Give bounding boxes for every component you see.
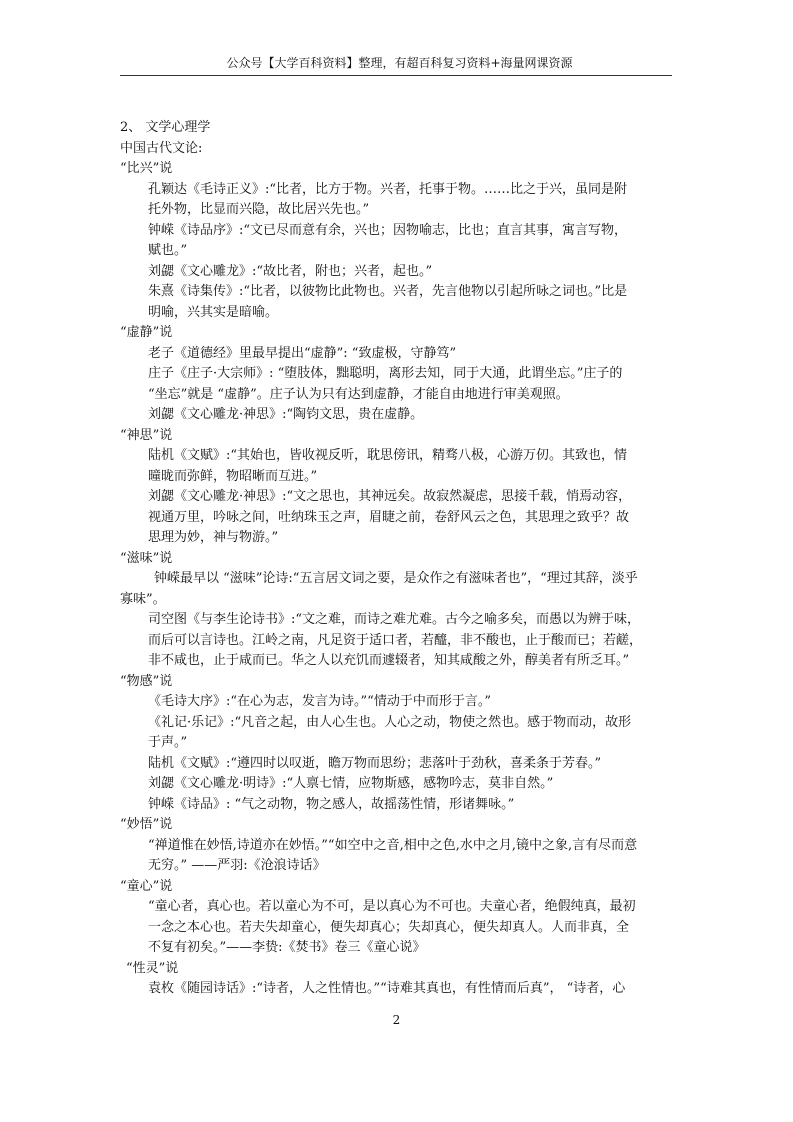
text-line: “神思”说 bbox=[120, 427, 173, 443]
text-line: 赋也。” bbox=[148, 243, 188, 258]
text-line: 2、 文学心理学 bbox=[120, 120, 211, 135]
text-line: “妙悟”说 bbox=[120, 817, 173, 832]
text-line: 司空图《与李生论诗书》:“文之难，而诗之难尤难。古今之喻多矣，而愚以为辨于味， bbox=[148, 612, 641, 627]
text-line: 明喻，兴其实是暗喻。 bbox=[148, 304, 279, 320]
text-line: 一念之本心也。若夫失却童心，便失却真心；失却真心，便失却真人。人而非真，全 bbox=[148, 919, 630, 935]
text-line: 庄子《庄子·大宗师》: “堕肢体，黜聪明，离形去知，同于大通，此谓坐忘。”庄子的 bbox=[148, 366, 623, 381]
page-number: 2 bbox=[392, 1013, 401, 1027]
header-divider bbox=[120, 75, 672, 76]
text-line: “坐忘”就是 “虚静”。庄子认为只有达到虚静，才能自由地进行审美观照。 bbox=[148, 386, 569, 402]
text-line: “滋味”说 bbox=[120, 550, 173, 566]
text-line: “比兴”说 bbox=[120, 161, 173, 176]
text-line: 寡味”。 bbox=[120, 591, 166, 607]
text-line: 袁枚《随园诗话》:“诗者，人之性情也。”“诗难其真也，有性情而后真”， “诗者，心 bbox=[148, 981, 626, 996]
text-line: 朱熹《诗集传》:“比者，以彼物比此物也。兴者，先言他物以引起所咏之词也。”比是 bbox=[148, 284, 628, 299]
text-line: 中国古代文论: bbox=[120, 140, 203, 156]
page-header: 公众号【大学百科资料】整理，有超百科复习资料+海量网课资源 bbox=[226, 56, 573, 70]
text-line: 《毛诗大序》:“在心为志，发言为诗。”“情动于中而形于言。” bbox=[148, 694, 491, 709]
text-line: 托外物，比显而兴隐，故比居兴先也。” bbox=[148, 202, 370, 217]
text-line: 老子《道德经》里最早提出“虚静”: “致虚极，守静笃” bbox=[148, 345, 457, 361]
text-line: 于声。” bbox=[148, 735, 188, 750]
text-line: 陆机《文赋》:“其始也，皆收视反听，耽思傍讯，精骛八极，心游万仞。其致也，情 bbox=[148, 448, 628, 463]
text-line: 钟嵘《诗品序》:“文已尽而意有余，兴也；因物喻志，比也；直言其事，寓言写物， bbox=[148, 222, 628, 238]
text-line: 无穷。” ——严羽:《沧浪诗话》 bbox=[148, 858, 326, 873]
text-line: “物感”说 bbox=[120, 673, 173, 689]
text-line: 思理为妙，神与物游。” bbox=[148, 530, 279, 545]
text-line: 而后可以言诗也。江岭之南，凡足资于适口者，若醯，非不酸也，止于酸而已；若鹾， bbox=[148, 632, 643, 648]
text-line: 不复有初矣。”——李贽:《焚书》卷三《童心说》 bbox=[148, 940, 426, 955]
text-line: 刘勰《文心雕龙·神思》:“文之思也，其神远矣。故寂然凝虑，思接千载，悄焉动容， bbox=[148, 489, 632, 504]
text-line: 视通万里，吟咏之间，吐纳珠玉之声，眉睫之前，卷舒风云之色，其思理之致乎？故 bbox=[148, 509, 630, 525]
text-line: 刘勰《文心雕龙·神思》:“陶钧文思，贵在虚静。 bbox=[148, 407, 424, 422]
text-line: 钟嵘《诗品》: “气之动物，物之感人，故摇荡性情，形诸舞咏。” bbox=[148, 796, 515, 812]
document-body bbox=[120, 118, 686, 1000]
text-line: 刘勰《文心雕龙·明诗》:“人禀七情，应物斯感，感物吟志，莫非自然。” bbox=[148, 776, 554, 791]
text-line: “禅道惟在妙悟,诗道亦在妙悟。”“如空中之音,相中之色,水中之月,镜中之象,言有尽而意 bbox=[148, 837, 638, 853]
text-line: “虚静”说 bbox=[120, 325, 173, 340]
text-line: 孔颖达《毛诗正义》:“比者，比方于物。兴者，托事于物。……比之于兴，虽同是附 bbox=[148, 181, 628, 197]
text-line: “童心者，真心也。若以童心为不可，是以真心为不可也。夫童心者，绝假纯真，最初 bbox=[148, 899, 636, 914]
text-line: “童心”说 bbox=[120, 878, 173, 894]
text-line: 《礼记·乐记》:“凡音之起，由人心生也。人心之动，物使之然也。感于物而动，故形 bbox=[148, 714, 632, 730]
text-line: 非不咸也，止于咸而已。华之人以充饥而遽辍者，知其咸酸之外，醇美者有所乏耳。” bbox=[148, 653, 630, 668]
text-line: 钟嵘最早以 “滋味”论诗:“五言居文词之要，是众作之有滋味者也”，“理过其辞，淡乎 bbox=[154, 571, 638, 586]
text-line: “性灵”说 bbox=[126, 960, 179, 976]
text-line: 刘勰《文心雕龙》:“故比者，附也；兴者，起也。” bbox=[148, 263, 433, 279]
text-line: 陆机《文赋》:“遵四时以叹逝，瞻万物而思纷；悲落叶于劲秋，喜柔条于芳春。” bbox=[148, 755, 602, 771]
text-line: 曈昽而弥鲜，物昭晰而互进。” bbox=[148, 468, 318, 484]
